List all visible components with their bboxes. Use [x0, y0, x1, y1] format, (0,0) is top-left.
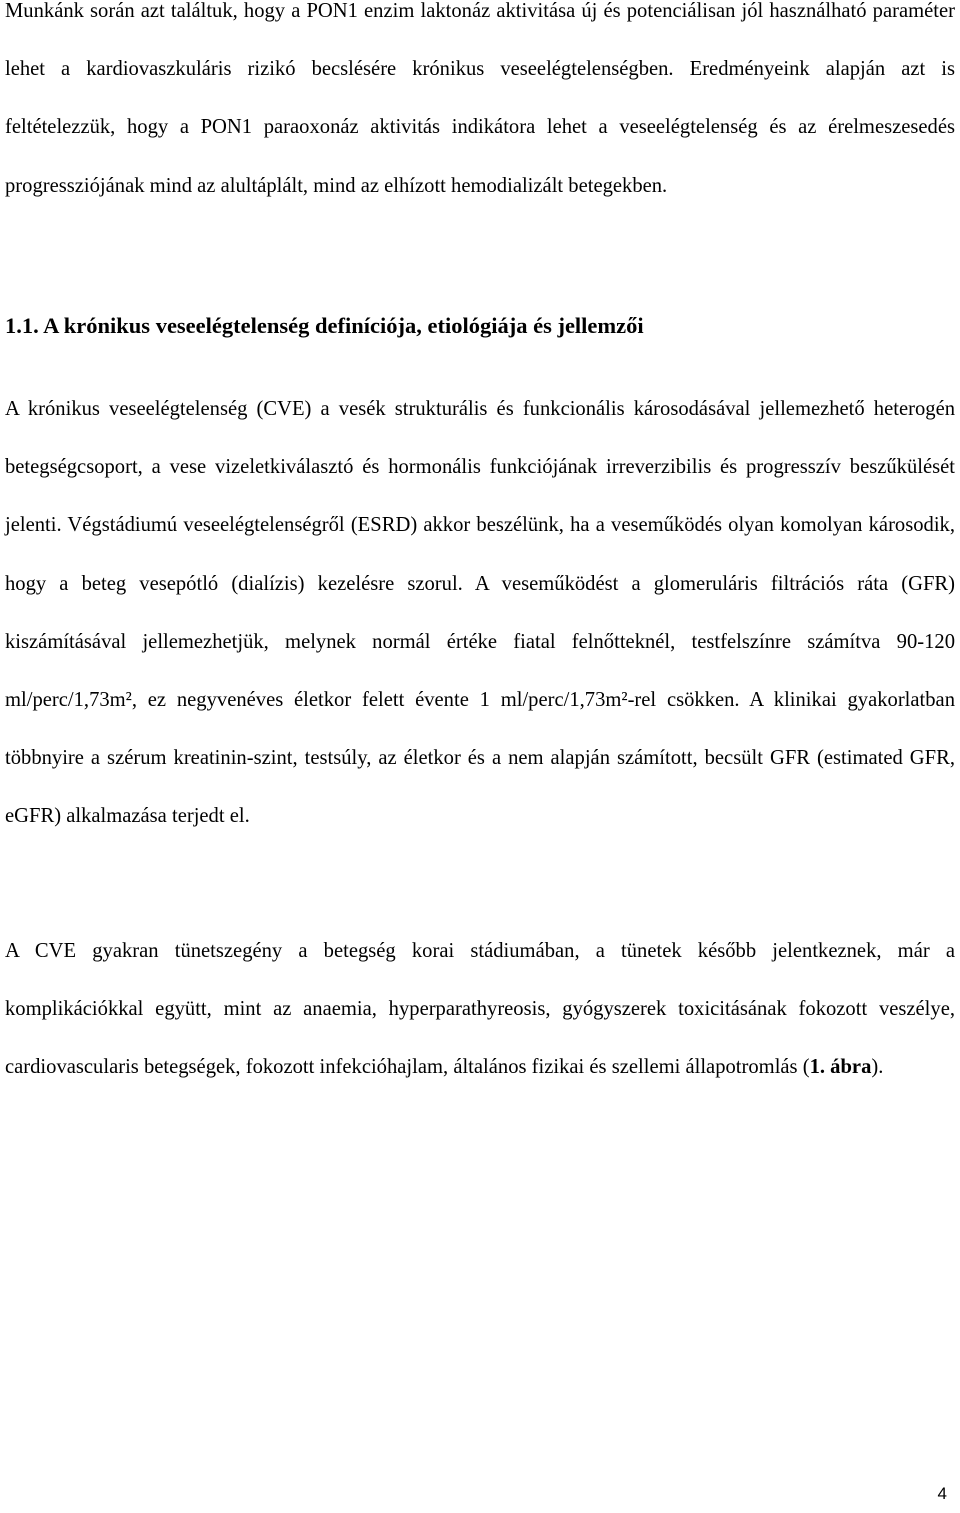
paragraph-cve-symptoms: [5, 922, 955, 1097]
paragraph-pon1-findings: Munkánk során azt találtuk, hogy a PON1 enzim laktonáz aktivitása új és potenciálisan jól használható paraméter lehet a kardiovaszkuláris rizikó becslésére krónikus veseelégtelenségben. Eredményeink alapján azt is feltételezzük, hogy a PON1 paraoxonáz aktivitás indikátora lehet a veseelégtelenség és az érelmeszesedés progressziójának mind az alultáplált, mind az elhízott hemodializált betegekben.: [5, 0, 955, 197]
paragraph-cve-definition: A krónikus veseelégtelenség (CVE) a vesék strukturális és funkcionális károsodásával jellemezhető heterogén betegségcsoport, a vese vizeletkiválasztó és hormonális funkciójának irreverzibilis és progresszív beszűkülését jelenti. Végstádiumú veseelégtelenségről (ESRD) akkor beszélünk, ha a veseműködés olyan komolyan károsodik, hogy a beteg vesepótló (dialízis) kezelésre szorul. A veseműködést a glomeruláris filtrációs ráta (GFR) kiszámításával jellemezhetjük, melynek normál értéke fiatal felnőtteknél, testfelszínre számítva 90-120 ml/perc/1,73m², ez negyvenéves életkor felett évente 1 ml/perc/1,73m²-rel csökken. A klinikai gyakorlatban többnyire a szérum kreatinin-szint, testsúly, az életkor és a nem alapján számított, becsült GFR (estimated GFR, eGFR) alkalmazása terjedt el.: [5, 398, 955, 828]
symptoms-text: A CVE gyakran tünetszegény a betegség korai stádiumában, a tünetek később jelentkeznek, már a komplikációkkal együtt, mint az anaemia, hyperparathyreosis, gyógyszerek toxicitásának fokozott veszélye, cardiovascularis betegségek, fokozott infekcióhajlam, általános fizikai és szellemi állapotromlás (: [5, 940, 955, 1079]
page-number: 4: [937, 1484, 947, 1503]
figure-reference: 1. ábra: [809, 1056, 872, 1079]
symptoms-text-end: ).: [871, 1056, 884, 1079]
document-page: [5, 0, 955, 1513]
section-heading: 1.1. A krónikus veseelégtelenség definíciója, etiológiája és jellemzői: [5, 313, 644, 338]
